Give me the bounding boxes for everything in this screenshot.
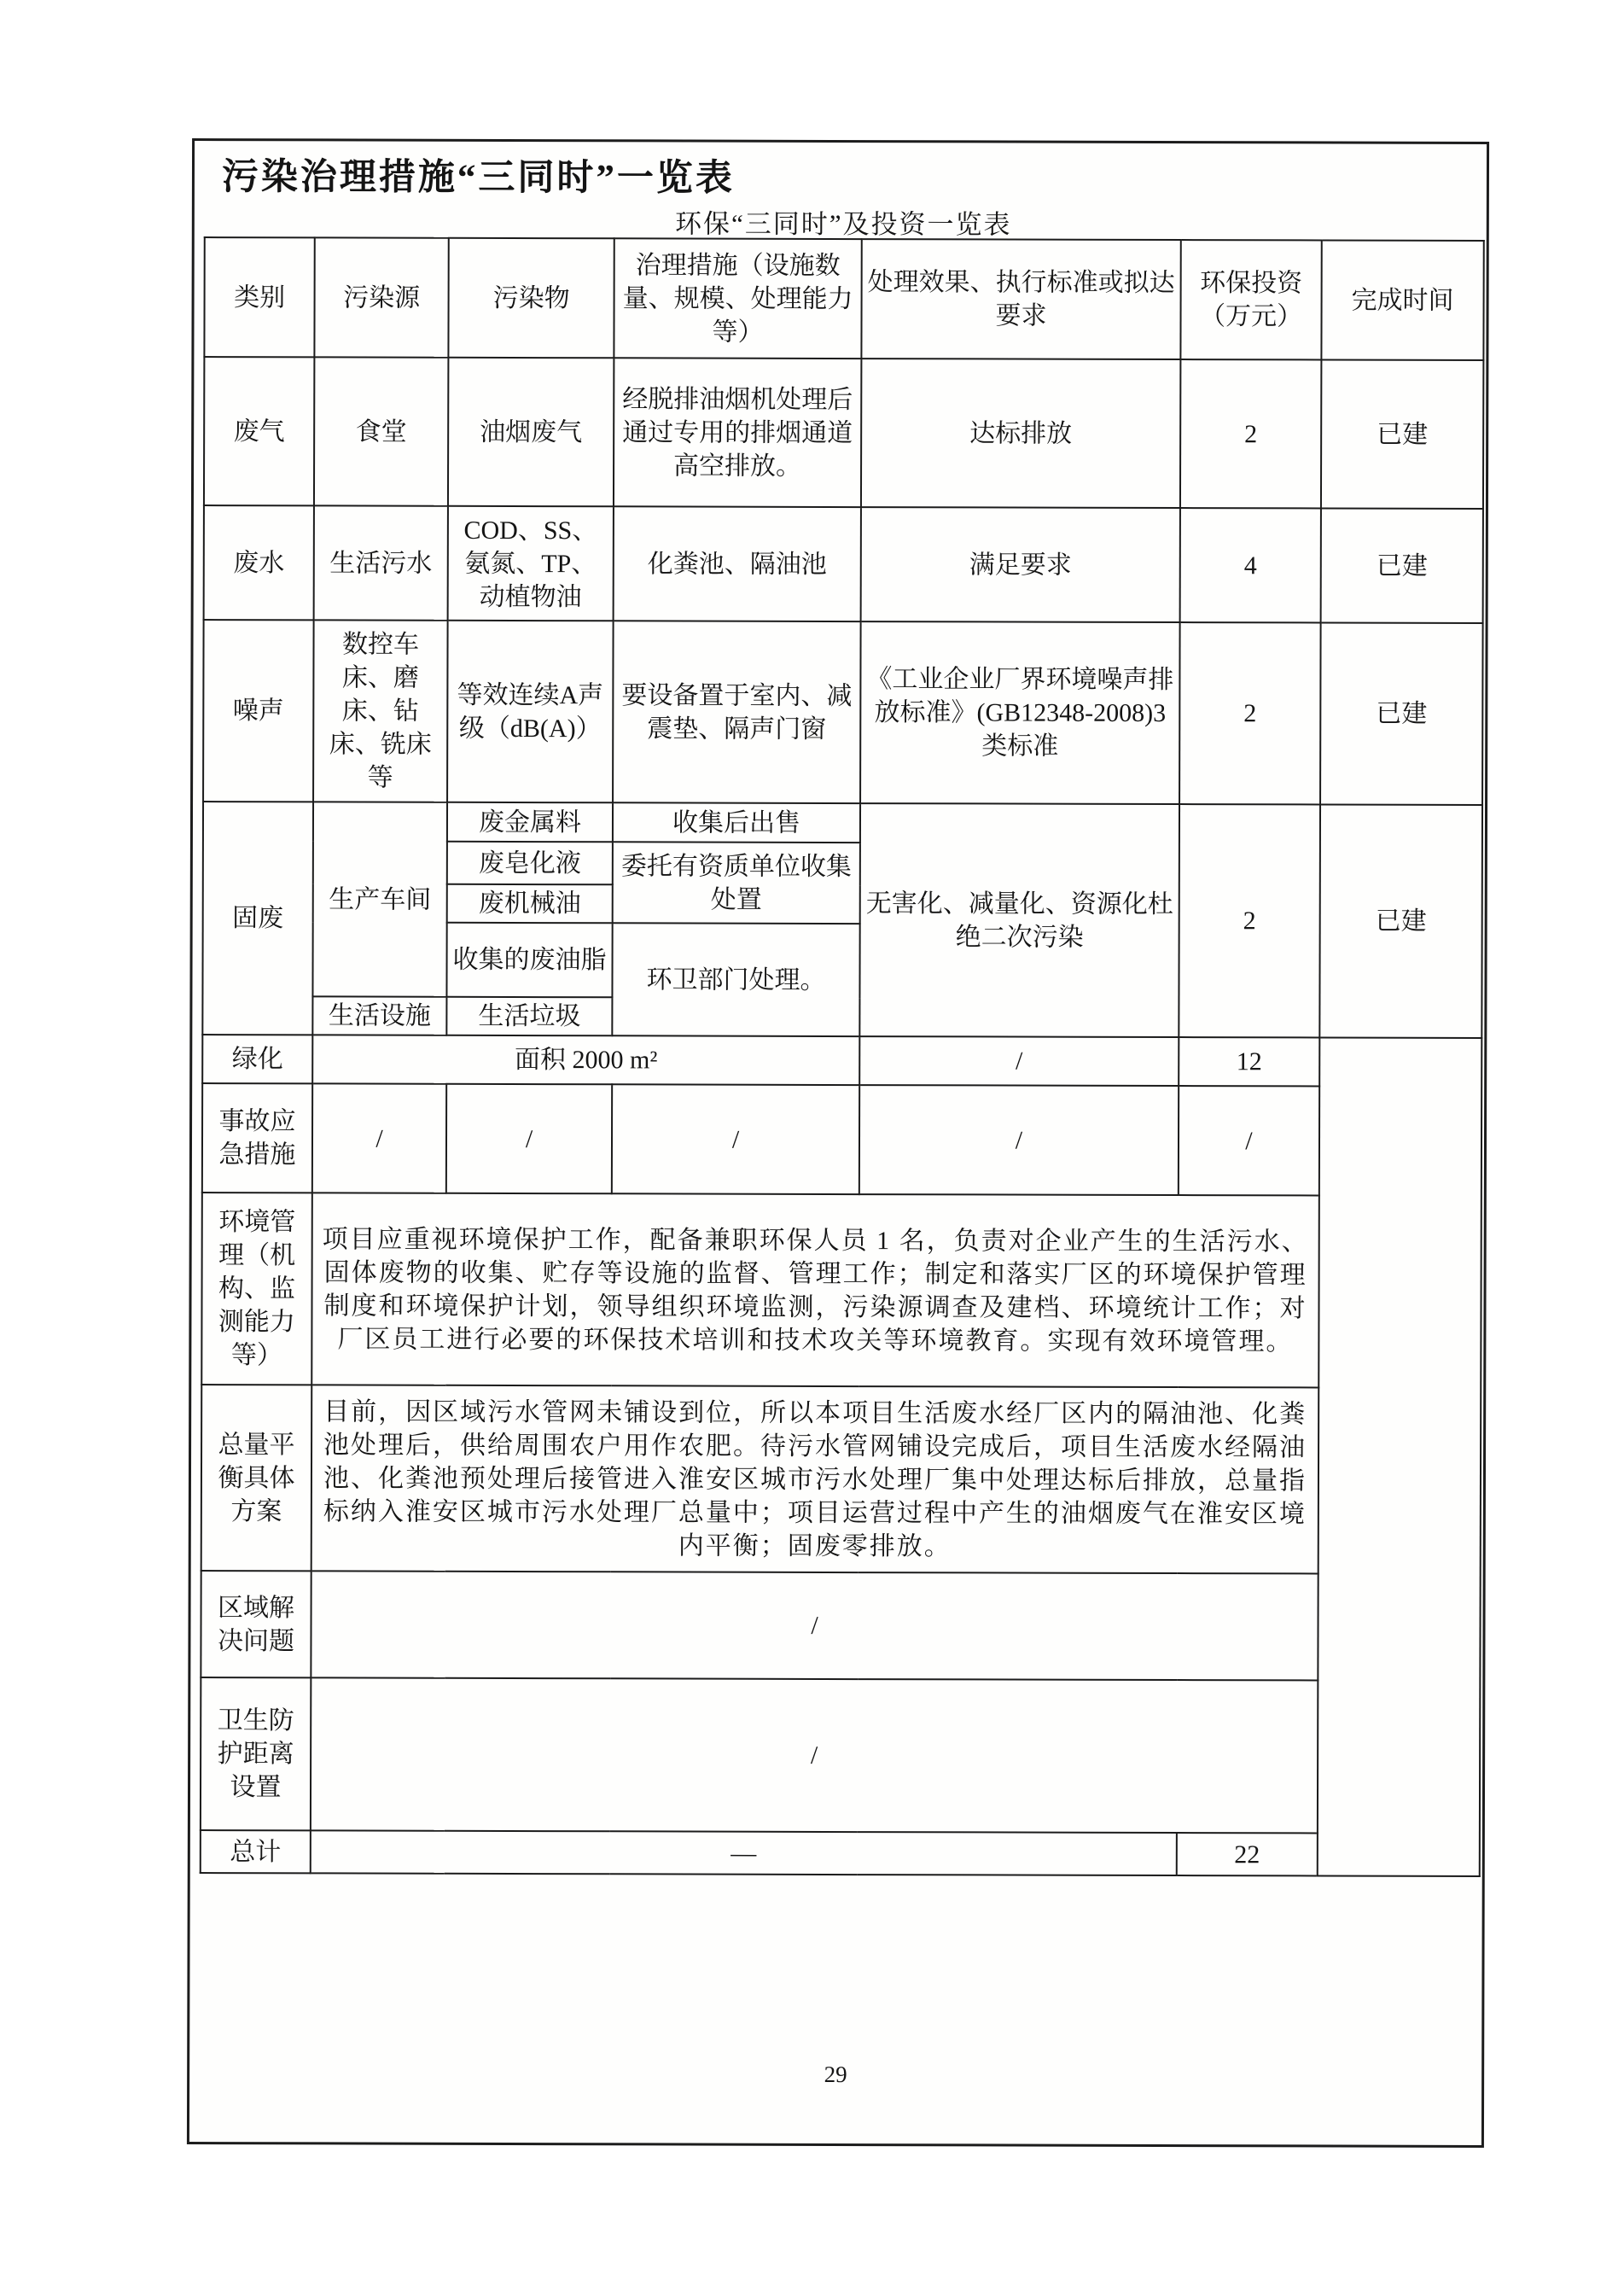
emergency-source: / [312,1083,446,1193]
emergency-investment: / [1179,1086,1319,1195]
waste-water-pollutant: COD、SS、氨氮、TP、动植物油 [448,506,614,621]
waste-gas-completion: 已建 [1321,359,1483,508]
emergency-effect: / [859,1085,1179,1195]
solid-waste-investment: 2 [1179,804,1320,1037]
waste-water-effect: 满足要求 [861,507,1180,622]
table-row-total-balance [201,1385,1481,1574]
three-simultaneities-table [200,236,1485,1877]
emergency-measure: / [612,1084,859,1194]
doc-title: 污染治理措施“三同时”一览表 [221,157,736,199]
table-row-waste-gas [204,357,1483,509]
solid-waste-pollutant-garbage: 生活垃圾 [446,997,612,1036]
header-row [204,237,1483,360]
emergency-category: 事故应急措施 [202,1083,312,1193]
solid-waste-pollutant-grease: 收集的废油脂 [446,923,612,998]
table-row-regional [201,1571,1480,1681]
page-number: 29 [824,2061,847,2088]
solid-waste-source-workshop: 生产车间 [312,802,447,996]
waste-water-measure: 化粪池、隔油池 [614,506,861,621]
noise-measure: 要设备置于室内、减震垫、隔声门窗 [613,621,861,803]
col-header-completion: 完成时间 [1321,240,1483,359]
solid-waste-measure-sell: 收集后出售 [613,802,860,843]
solid-waste-effect: 无害化、减量化、资源化杜绝二次污染 [859,803,1179,1037]
waste-gas-measure: 经脱排油烟机处理后通过专用的排烟通道高空排放。 [614,358,861,507]
table-row-solid-waste-metal [203,802,1482,844]
waste-gas-effect: 达标排放 [861,359,1180,508]
regional-content: / [311,1571,1318,1680]
table-row-total [201,1830,1480,1876]
total-investment: 22 [1177,1833,1318,1875]
col-header-effect: 处理效果、执行标准或拟达要求 [861,239,1180,359]
table-row-waste-water [204,505,1483,623]
greening-effect: / [859,1036,1179,1086]
col-header-investment: 环保投资（万元） [1180,240,1321,359]
waste-gas-source: 食堂 [314,357,448,505]
waste-gas-category: 废气 [204,357,314,505]
sanitary-distance-content: / [311,1677,1318,1833]
waste-gas-pollutant: 油烟废气 [448,358,614,507]
col-header-source: 污染源 [314,237,448,357]
table-row-noise [203,620,1483,805]
solid-waste-measure-entrust: 委托有资质单位收集处置 [613,842,860,924]
table-row-greening [202,1035,1481,1087]
solid-waste-measure-sanitation: 环卫部门处理。 [612,923,859,1036]
waste-water-investment: 4 [1180,508,1321,622]
page-frame [187,138,1489,2148]
table-row-management [201,1193,1481,1388]
waste-water-category: 废水 [204,505,314,620]
regional-category: 区域解决问题 [201,1571,311,1677]
total-dash: — [311,1830,1177,1875]
solid-waste-category: 固废 [202,802,313,1035]
noise-category: 噪声 [203,620,314,802]
sanitary-distance-category: 卫生防护距离设置 [201,1677,311,1830]
noise-effect: 《工业企业厂界环境噪声排放标准》(GB12348-2008)3类标准 [860,621,1180,804]
total-balance-category: 总量平衡具体方案 [201,1385,312,1571]
noise-investment: 2 [1179,622,1321,804]
greening-measure: 面积 2000 m² [312,1035,859,1085]
waste-gas-investment: 2 [1180,359,1321,508]
solid-waste-pollutant-saponified: 废皂化液 [447,842,613,885]
solid-waste-pollutant-machine-oil: 废机械油 [447,884,613,924]
emergency-pollutant: / [446,1084,612,1194]
waste-water-source: 生活污水 [314,505,448,620]
completion-empty-cell [1318,1037,1482,1875]
noise-completion: 已建 [1320,622,1483,804]
col-header-measure: 治理措施（设施数量、规模、处理能力等） [614,238,861,359]
table-row-sanitary-distance [201,1677,1480,1834]
total-category: 总计 [201,1830,311,1873]
total-balance-content: 目前，因区域污水管网未铺设到位，所以本项目生活废水经厂区内的隔油池、化粪池处理后，供给周围农户用作农肥。待污水管网铺设完成后，项目生活废水经隔油池、化粪池预处理后接管进入淮安区城市污水处理厂集中处理达标后排放，总量指标纳入淮安区城市污水处理厂总量中；项目运营过程中产生的油烟废气在淮安区境内平衡；固废零排放。 [311,1385,1319,1573]
greening-investment: 12 [1179,1037,1319,1086]
solid-waste-pollutant-metal: 废金属料 [447,802,613,843]
management-content: 项目应重视环境保护工作，配备兼职环保人员 1 名，负责对企业产生的生活污水、固体废物的收集、贮存等设施的监督、管理工作；制定和落实厂区的环境保护管理制度和环境保护计划，领导组织环境监测，污染源调查及建档、环境统计工作；对厂区员工进行必要的环保技术培训和技术攻关等环境教育。实现有效环境管理。 [311,1193,1319,1387]
col-header-pollutant: 污染物 [448,238,614,359]
management-category: 环境管理（机构、监测能力等） [201,1193,312,1385]
doc-subtitle: 环保“三同时”及投资一览表 [675,208,1012,240]
table-row-emergency [202,1083,1481,1196]
waste-water-completion: 已建 [1321,508,1483,622]
solid-waste-completion: 已建 [1319,804,1482,1037]
col-header-category: 类别 [204,237,314,357]
greening-category: 绿化 [202,1035,312,1083]
noise-source: 数控车床、磨床、钻床、铣床等 [313,620,448,802]
noise-pollutant: 等效连续A声级（dB(A)） [447,621,614,803]
solid-waste-source-living: 生活设施 [312,996,446,1035]
